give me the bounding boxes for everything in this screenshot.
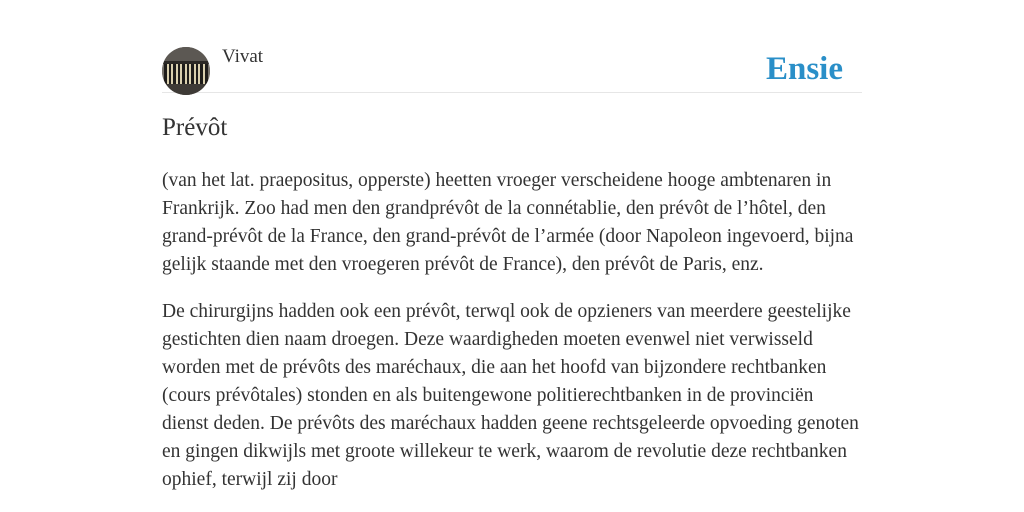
avatar[interactable] (162, 47, 210, 95)
paragraph: De chirurgijns hadden ook een prévôt, terwql ook de opzieners van meerdere geestelijke gestichten dien naam droegen. Deze waardigheden moeten evenwel niet verwisseld worden met de prévôts des maréchaux, die aan het hoofd van bijzondere rechtbanken (cours prévôtales) stonden en als buitengewone politierechtbanken in de provinciën dienst deden. De prévôts des maréchaux hadden geene rechtsgeleerde opvoeding genoten en gingen dikwijls met groote willekeur te werk, waarom de revolutie deze rechtbanken ophief, terwijl zij door (162, 301, 859, 490)
page-container (162, 0, 862, 490)
source-name[interactable]: Vivat (222, 46, 264, 67)
page-title: Prévôt (162, 114, 228, 141)
paragraph: (van het lat. praepositus, opperste) heetten vroeger verscheidene hooge ambtenaren in Frankrijk. Zoo had men den grandprévôt de la connétablie, den prévôt de l’hôtel, den grand-prévôt de la France, den grand-prévôt de l’armée (door Napoleon ingevoerd, bijna gelijk staande met den vroegeren prévôt de France), den prévôt de Paris, enz. (162, 170, 854, 275)
article-body (162, 167, 862, 512)
book-spines-icon (162, 47, 210, 95)
header (162, 0, 862, 93)
brand-logo[interactable]: Ensie (765, 51, 843, 87)
